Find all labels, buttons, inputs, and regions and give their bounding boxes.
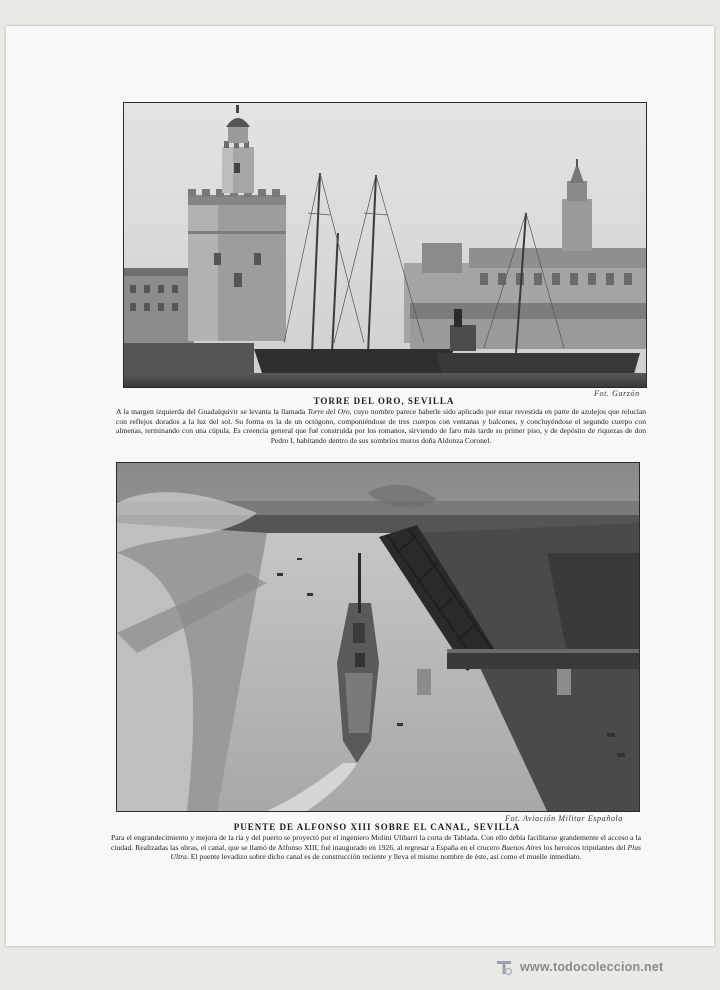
caption-text-run: Para el engrandecimiento y mejora de la ría y del puerto se proyectó por el ingeniero Molini Ulibarri la corta de Tablada. Con ello debía facilitarse grandemente el acceso a la ciudad. Realizadas las obras, el canal, que se llamó de Alfonso XIII, fué inaugurado en 1926, al regresar a España en el crucero (111, 833, 641, 852)
caption-italic-run: Torre del Oro (307, 407, 350, 416)
caption-italic-run: Buenos Aires (501, 842, 542, 852)
todocoleccion-logo-icon (494, 957, 514, 977)
caption-title-puente-alfonso-xiii: PUENTE DE ALFONSO XIII SOBRE EL CANAL, SEVILLA (233, 822, 521, 832)
watermark-text: www.todocoleccion.net (520, 960, 664, 974)
caption-text-run: , cuyo nombre parece haberle sido aplicado por estar revestida en parte de azulejos que relucían con reflejos dorados a la luz del sol. Su forma es la de un octógono, componiéndose de tres cuerpos con ventanas y balcones, y concluyéndose el segundo cuerpo con almenas, terminando con una cúpula. Es creencia general que fué construída por los romanos, sirviendo de faro más tarde su primer piso, y de depósito de riquezas de don Pedro I, habitando dentro de sus sombríos muros doña Aldonza Coronel. (116, 407, 646, 445)
photo-puente-alfonso-xiii (116, 462, 640, 812)
photo-credit-aviacion-militar: Fot. Aviación Militar Española (505, 814, 623, 823)
watermark[interactable] (494, 956, 663, 978)
caption-body-torre-del-oro (116, 407, 646, 445)
caption-text-run: A la margen izquierda del Guadalquivir se levanta la llamada (116, 407, 308, 416)
photo-torre-del-oro (123, 102, 647, 388)
caption-text-run: . El puente levadizo sobre dicho canal es de construcción reciente y lleva el mismo nombre de éste, así como el muelle inmediato. (186, 852, 582, 862)
caption-italic-run: Plus Ultra (170, 842, 641, 862)
caption-text-run: los heroicos tripulantes del (541, 842, 628, 852)
photo-credit-garzon: Fot. Garzón (594, 389, 640, 398)
caption-title-torre-del-oro: TORRE DEL ORO, SEVILLA (313, 396, 455, 406)
caption-body-puente-alfonso-xiii (111, 833, 641, 862)
